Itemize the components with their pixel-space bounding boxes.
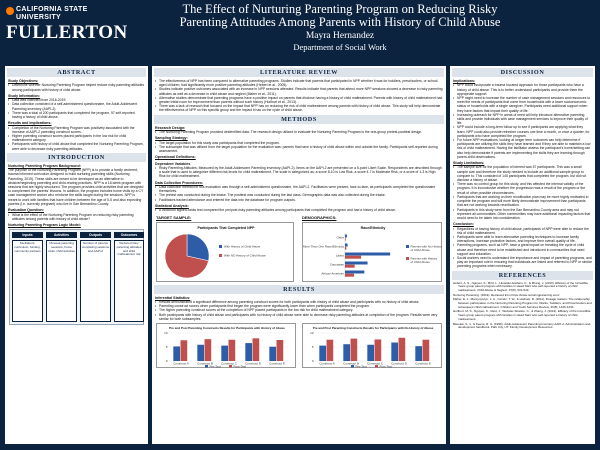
title-line-1: The Effect of Nurturing Parenting Program on Reducing Risky: [182, 2, 498, 16]
x-tick-label: Construct D: [391, 361, 407, 366]
bar: [221, 346, 228, 361]
logo-top-text: CALIFORNIA STATE UNIVERSITY: [16, 6, 88, 21]
legend-label: Post-Test: [379, 364, 393, 369]
bullet-item: • Data was collected from 2016-2019.: [8, 98, 145, 102]
results-implications-heading: Results and Implications:: [8, 121, 52, 126]
y-tick-label: 5: [165, 344, 168, 349]
evaluation-question-list: [8, 213, 145, 221]
bar: [327, 340, 334, 361]
legend-label: Pre-Test: [209, 364, 221, 369]
logic-head-activities: Activities: [46, 232, 77, 238]
conclusion-list: [453, 227, 592, 269]
bar: [399, 338, 406, 361]
y-tick-label: 0: [311, 358, 314, 363]
bullet-item: • Both participants with history of child abuse and participants with no history of child abuse were able to decrease risky parenting attitudes at completion of the program. Results were very similar for both subsamples.: [155, 313, 443, 321]
race-bar: [345, 261, 368, 264]
inferential-heading: Inferential Statistics:: [155, 295, 191, 300]
bar: [367, 345, 374, 361]
bullet-item: • Data collection method for this evaluation was through a self-administered questionnaire, the AAPI-2. Facilitators were present, face-to-face, as participants completed the questionnaire themselves.: [155, 185, 443, 193]
legend-swatch: [205, 365, 208, 368]
legend-label: Pre-Test: [355, 364, 367, 369]
bar: [343, 344, 350, 361]
implications-list: [453, 83, 592, 159]
sample-charts-row: [152, 215, 446, 283]
introduction-heading: INTRODUCTION: [7, 153, 146, 162]
bullet-item: • There was no control group for this study, and this affected the internal validity of the program. It is inconclusive whether the progression was a result of the program or the result of other possible circumstances.: [453, 182, 592, 195]
poster-title: [130, 3, 550, 29]
study-objectives-heading: Study Objectives:: [8, 79, 39, 83]
logic-box-outcomes: Reduced risky parenting attitudes and child maltreatment risk: [114, 240, 144, 322]
bar: [391, 342, 398, 360]
bullet-item: • Alternative studies demonstrate that parenting programs have a positive impact on parents that disclose having a history of child maltreatment. Parents with history of child maltreatment had greater initial room for improvement than parents without such history (Hurlburt et al., 2013).: [155, 96, 443, 104]
bullet-item: • The Nurturing Parenting Program provided deidentified data. The research design utilized to evaluate the Nurturing Parenting Program is the one-group pretest-posttest design.: [155, 130, 443, 134]
bullet-item: • Regardless of having history of child abuse, participants of NPP were able to reduce the risk of child maltreatment.: [453, 227, 592, 235]
race-chart-box: [302, 222, 442, 282]
bar: [269, 347, 276, 361]
y-tick-label: 0: [165, 358, 168, 363]
race-bar: [345, 273, 354, 276]
race-bar: [345, 264, 355, 267]
x-tick-label: Construct B: [343, 361, 359, 366]
race-bar: [345, 243, 348, 246]
column-middle: [152, 66, 446, 444]
bullet-item: • Results demonstrated a significant difference among parenting construct scores for both participants with history of child abuse and participants with no history of child abuse.: [155, 300, 443, 304]
title-line-2: Parenting Attitudes Among Parents with History of Child Abuse: [179, 15, 501, 29]
race-bar: [345, 252, 390, 255]
logic-box-activities: 16-week parenting sessions, home visits, child activities: [46, 240, 77, 322]
demographics-label: DEMOGRAPHICS:: [302, 214, 337, 220]
abuse-bar-chart: [157, 324, 297, 369]
x-tick-label: Construct E: [269, 361, 285, 366]
abstract-heading: ABSTRACT: [7, 68, 146, 77]
evaluation-question-heading: Evaluation Question:: [8, 208, 44, 213]
bullet-item: • The target population for this study was participants that completed the program.: [155, 141, 443, 145]
legend-label: With NO History of Child Abuse: [224, 253, 266, 258]
dependent-heading: Dependent Variables: [155, 161, 191, 166]
operational-heading: Operational Definitions:: [155, 155, 196, 160]
bullet-item: • Studies indicate positive outcomes associated with an increase in NPP sessions attended. Results indicate that parents that attend more NPP sessions showed a decrease in risky parenting attitudes as well as a decrease in child abuse and neglect (Maher et al., 2011).: [155, 87, 443, 95]
x-tick-label: Construct C: [367, 361, 383, 366]
bar: [319, 346, 326, 361]
study-objectives-list: [8, 83, 145, 91]
bullet-item: • Participants with history of child abuse that completed the Nurturing Parenting Program, were able to decrease risky parenting attitudes.: [8, 142, 145, 150]
limitations-heading: Study Limitations:: [453, 161, 485, 166]
results-implications-list: [8, 126, 145, 151]
references-list: [450, 282, 595, 330]
race-bar: [345, 237, 346, 240]
bullet-item: • What is the effect of the Nurturing Parenting Program on reducing risky parenting attitudes among parents with history of child abuse?: [8, 213, 145, 221]
bullet-item: • NPP might need to increase the number of case management sessions and resources to meet the needs of participants that come from households with a lower socioeconomic status or households with a single caregiver. Participants need additional support when they have factors that impact their quality of life.: [453, 96, 592, 113]
bar: [415, 346, 422, 361]
y-tick-label: 5: [311, 344, 314, 349]
results-heading: RESULTS: [154, 285, 444, 294]
bullet-item: • The sample size for the population of interest was 57 participants. This was a small sample size and therefore the study needed to include an additional sample group to compare to. This consisted of 145 participants that completed the program, but did not disclose a history of abuse.: [453, 165, 592, 182]
bar: [197, 345, 204, 361]
legend-label: Parents with History: [410, 256, 438, 261]
methods-heading: METHODS: [154, 115, 444, 124]
collection-heading: Data Collection Procedures:: [155, 180, 204, 185]
npp-background-text: The purpose of the Nurturing Parenting Program (NPP) is to provide a family centered, trauma informed curriculum designed to build nurturing parenting skills (Nurturing Parenting, 2019). These skills are meant to be developed as an alternative to abusive/neglecting parenting and child-rearing practices. NPP is a 16-week program with sessions that are highly structured. The program provides child activities that are designed to complement the parents' lessons. In addition, the program includes home visits by a CY case management worker who reinforce the skills taught during the sessions. NPP is meant to work with families that have children between the age of 0-5 and also expecting parents (i.e. currently pregnant) who live in San Bernardino County.: [8, 168, 144, 206]
logic-box-inputs: Facilitators, curriculum, funding, community partners: [12, 240, 43, 322]
stats-list: [155, 208, 443, 212]
race-title: Race/Ethnicity: [360, 225, 386, 230]
x-tick-label: Construct A: [319, 361, 335, 366]
research-design-heading: Research Design:: [155, 125, 186, 130]
x-tick-label: Construct B: [197, 361, 213, 366]
dependent-list: [155, 166, 443, 179]
literature-list: [155, 79, 443, 113]
bullet-item: • Facilitators tracked attendance and entered the data into the database for program outputs.: [155, 198, 443, 202]
author-block: [130, 31, 550, 53]
legend-label: of Child Abuse: [410, 259, 430, 264]
bar: [181, 340, 188, 361]
reference-item: Maher, E. J., Marcynyszyn, L. A., Corwin, T. W., & Hodnett, R. (2011). Dosage matters: The relationship between participation in the Nurturing Parenting Program for Infants, Toddlers, and Preschoolers and subsequent child maltreatment. Children and Youth Services Review, 33(8), 1426-1434.: [453, 297, 592, 309]
bar: [423, 340, 430, 361]
bullet-item: • Increasing outreach for NPP in areas of need will help introduce alternative parenting skills and provide individuals with case management services to improve their quality of life.: [453, 113, 592, 126]
bullet-item: • Parenting construct scores when participants first began the program were significantly lower than when participants completed the program.: [155, 304, 443, 308]
y-tick-label: 10: [310, 330, 314, 335]
legend-swatch: [219, 245, 222, 248]
bar: [173, 346, 180, 361]
bullet-item: • Participants in this study were from the San Bernardino County area and may not represent all communities. Other communities may have additional impacting factors that would need to be taken into consideration.: [453, 208, 592, 221]
column-right: [450, 66, 595, 444]
conclusion-heading: Conclusion:: [453, 222, 474, 227]
stats-heading: Statistical Analysis:: [155, 203, 189, 208]
pie-title: Participants That Completed NPP: [197, 225, 255, 230]
references-heading: REFERENCES: [452, 271, 593, 280]
race-category-label: More Than One Race/Ethnicity: [303, 244, 344, 248]
logic-head-inputs: Inputs: [12, 232, 43, 238]
race-bar: [345, 270, 364, 273]
legend-swatch: [351, 365, 354, 368]
legend-swatch: [229, 365, 232, 368]
x-tick-label: Construct A: [173, 361, 189, 366]
reference-item: Bavolek, S. J., & Keene, R. G. (1999). Adult-Adolescent Parenting Inventory AAPI-2: Administration and development handbook. Park City, UT: Family Development Resources.: [453, 321, 591, 330]
logic-box-outputs: Number of parents completing sessions and AAPI-2: [80, 240, 111, 322]
noabuse-bar-chart: [303, 324, 443, 369]
logo-main-text: FULLERTON: [6, 22, 128, 43]
race-category-label: African American: [321, 271, 344, 275]
bullet-item: • A Wilcoxon signed-ranks test compared the pre/post risky parenting attitudes among participants that completed the program and had a history of child abuse.: [155, 208, 443, 212]
x-tick-label: Construct E: [415, 361, 431, 366]
legend-label: With History of Child Abuse: [224, 244, 261, 249]
study-information-list: [8, 98, 145, 119]
legend-label: Parents with No History: [410, 244, 442, 249]
bullet-item: • There was a total of 200 participants that completed the program, 57 self-reported having a history of child abuse.: [8, 111, 145, 119]
pie-chart-box: [156, 222, 294, 282]
bar-chart-title: Pre and Post Parenting Constructs Results for Participants with History of Abuse: [169, 325, 285, 330]
bar: [229, 340, 236, 361]
logic-model-diagram: [9, 229, 144, 325]
bar: [375, 339, 382, 361]
legend-swatch: [406, 245, 409, 248]
race-category-label: Other: [336, 235, 344, 239]
bullet-item: • The effectiveness of NPP has been compared to alternative parenting programs. Studies indicate that parents that participated in NPP whether it was for toddlers, preschoolers, or school-aged children, had significantly more positive parenting attitudes (Hebert et al., 2005).: [155, 79, 443, 87]
bullet-item: • NPP could include a long-term follow up to see if participants are applying what they learn. NPP could also provide refresher courses one time a month, or once a quarter, for participants who have completed the program.: [453, 125, 592, 138]
bullet-item: • Data collection consisted of a self-administered questionnaire, the Adult-Adolescent Parenting Inventory (AAPI-2).: [8, 102, 145, 110]
bar: [277, 340, 284, 361]
legend-swatch: [406, 257, 409, 260]
bullet-item: • The higher parenting construct scores at the completion of NPP placed participants in the low risk for child maltreatment category.: [155, 308, 443, 312]
limitations-list: [453, 165, 592, 220]
bar: [205, 339, 212, 361]
author-name: Mayra Hernandez: [305, 31, 375, 41]
bullet-item: • The subsample that was utilized from the target population for the evaluation was: parents that have a history of child abuse within and outside the family. Participants self-reported during assessment.: [155, 145, 443, 153]
sampling-list: [155, 141, 443, 154]
x-tick-label: Construct D: [245, 361, 261, 366]
reference-item: Hebert, A. S., Nguyen, K., Bird, L., Hmielski-Graham, C., & Zhang, J. (2013). Efficacy of the Incredible Years group parent program with families in Head Start who self-reported a history of child maltreatment. Child Abuse & Neglect, 37(8), 531-543.: [453, 280, 589, 292]
bullet-item: • Participants were able to learn alternative parenting techniques to increase family interactions, increase protective factors, and improve their overall quality of life.: [453, 235, 592, 243]
results-list: [155, 300, 443, 321]
reference-item: Nurturing Parenting. (2019). Retrieved from https://www.nurturingparenting.com/: [453, 292, 560, 297]
bullet-item: • For future NPP evaluations, looking at longer term outcomes can help determine if participants are utilizing the skills they have learned and if they are able to maintain a low risk of child maltreatment. Having the facilitator assess the participant's home/setting can also help demonstrate if parents are implementing the skills they are learning through parent-child observations.: [453, 138, 592, 159]
department: Department of Social Work: [293, 42, 387, 52]
legend-swatch: [375, 365, 378, 368]
race-bar: [345, 255, 361, 258]
x-tick-label: Construct C: [221, 361, 237, 366]
bar: [351, 339, 358, 361]
collection-list: [155, 185, 443, 202]
column-left: [5, 66, 148, 444]
race-category-label: Latino: [335, 253, 344, 257]
npp-background-heading: Nurturing Parenting Program Background:: [8, 163, 81, 168]
bullet-item: • NPP could incorporate a trauma focused approach for those participants who have a history of child abuse. This is to better understand participants and provide them the appropriate support.: [453, 83, 592, 96]
noabuse-chart-box: [302, 323, 442, 368]
bullet-item: • Parenting programs, such as NPP, have a great impact on breaking the cycle of child abuse and therefore need to be established and introduced in communities that need support and education.: [453, 243, 592, 256]
bullet-item: • Higher parenting construct scores placed participants in the low risk for child maltreatment category.: [8, 134, 145, 142]
logic-head-outputs: Outputs: [80, 232, 111, 238]
bullet-item: • Participants that are working on their reunification plan may be more highly motivated to complete the program and will more likely demonstrate improvement than participants that are not working towards reunification.: [453, 195, 592, 208]
bullet-item: • Determine whether Nurturing Parenting Program helped reduce risky parenting attitudes among participants with history of child abuse.: [8, 83, 145, 91]
bullet-item: • There was a lack of research that focused on the impact that NPP has on reducing the risk of child maltreatment among parents with history of child abuse. This study will help demonstrate the effectiveness of NPP on this specific group and the impact it has on the cycle of child abuse.: [155, 104, 443, 112]
race-bar: [345, 246, 346, 249]
legend-swatch: [219, 254, 222, 257]
abuse-chart-box: [156, 323, 296, 368]
bar: [245, 343, 252, 361]
bullet-item: • The pretest was conducted during the intake. The posttest was conducted during the last class. Demographic data was also collected during the intake.: [155, 193, 443, 197]
university-logo: [6, 6, 128, 48]
race-category-label: Caucasian: [329, 262, 344, 266]
reference-item: Hurlburt, M. S., Nguyen, K., Reid, J., Webster-Stratton, C., & Zhang, J. (2013). Efficacy of the Incredible Years group parent program with families in Head Start who self-reported a history of child maltreatment.: [453, 309, 591, 321]
literature-heading: LITERATURE REVIEW: [154, 68, 444, 77]
seal-icon: [6, 7, 14, 15]
target-sample-label: TARGET SAMPLE:: [156, 214, 192, 220]
results-charts-row: [152, 323, 446, 369]
sampling-heading: Sampling Strategy:: [155, 136, 188, 141]
bullet-item: • Social workers need to understand the importance and impact of parenting programs, and play an important role in ensuring that individuals are linked and referred to NPP or similar parenting programs when necessary.: [453, 256, 592, 269]
legend-label: of Child Abuse: [410, 247, 430, 252]
pie-chart: [157, 223, 295, 283]
bullet-item: • Completion of the Nurturing Parenting Program was positively associated with the increase of AAPI-2 parenting construct scores.: [8, 126, 145, 134]
legend-label: Post-Test: [233, 364, 247, 369]
bar: [253, 338, 260, 361]
implications-heading: Implications:: [453, 79, 476, 83]
study-information-heading: Study Information:: [8, 93, 40, 98]
race-chart: [303, 223, 443, 283]
research-design-list: [155, 130, 443, 134]
bar-chart-title: Pre and Post Parenting Constructs Results for Participants with No History of Abuse: [312, 325, 434, 330]
discussion-heading: DISCUSSION: [452, 68, 593, 77]
bullet-item: • Risky Parenting Attitudes: Measured by the Adult-Adolescent Parenting Inventory (AAPI-2). Items on the AAPI-2 are presented on a 5-point Likert Scale. Respondents are described through a scale that is used to categorize different risk levels for child maltreatment. The scale is categorized as: a score 8-10 is Low Risk, a score 4-7 is Moderate Risk, or a score of 1-3 is High Risk for child maltreatment.: [155, 166, 443, 179]
y-tick-label: 10: [164, 330, 168, 335]
race-bar: [345, 234, 347, 237]
logic-model-heading: Nurturing Parenting Program Logic Model:: [8, 222, 81, 227]
logic-head-outcomes: Outcomes: [114, 232, 144, 238]
